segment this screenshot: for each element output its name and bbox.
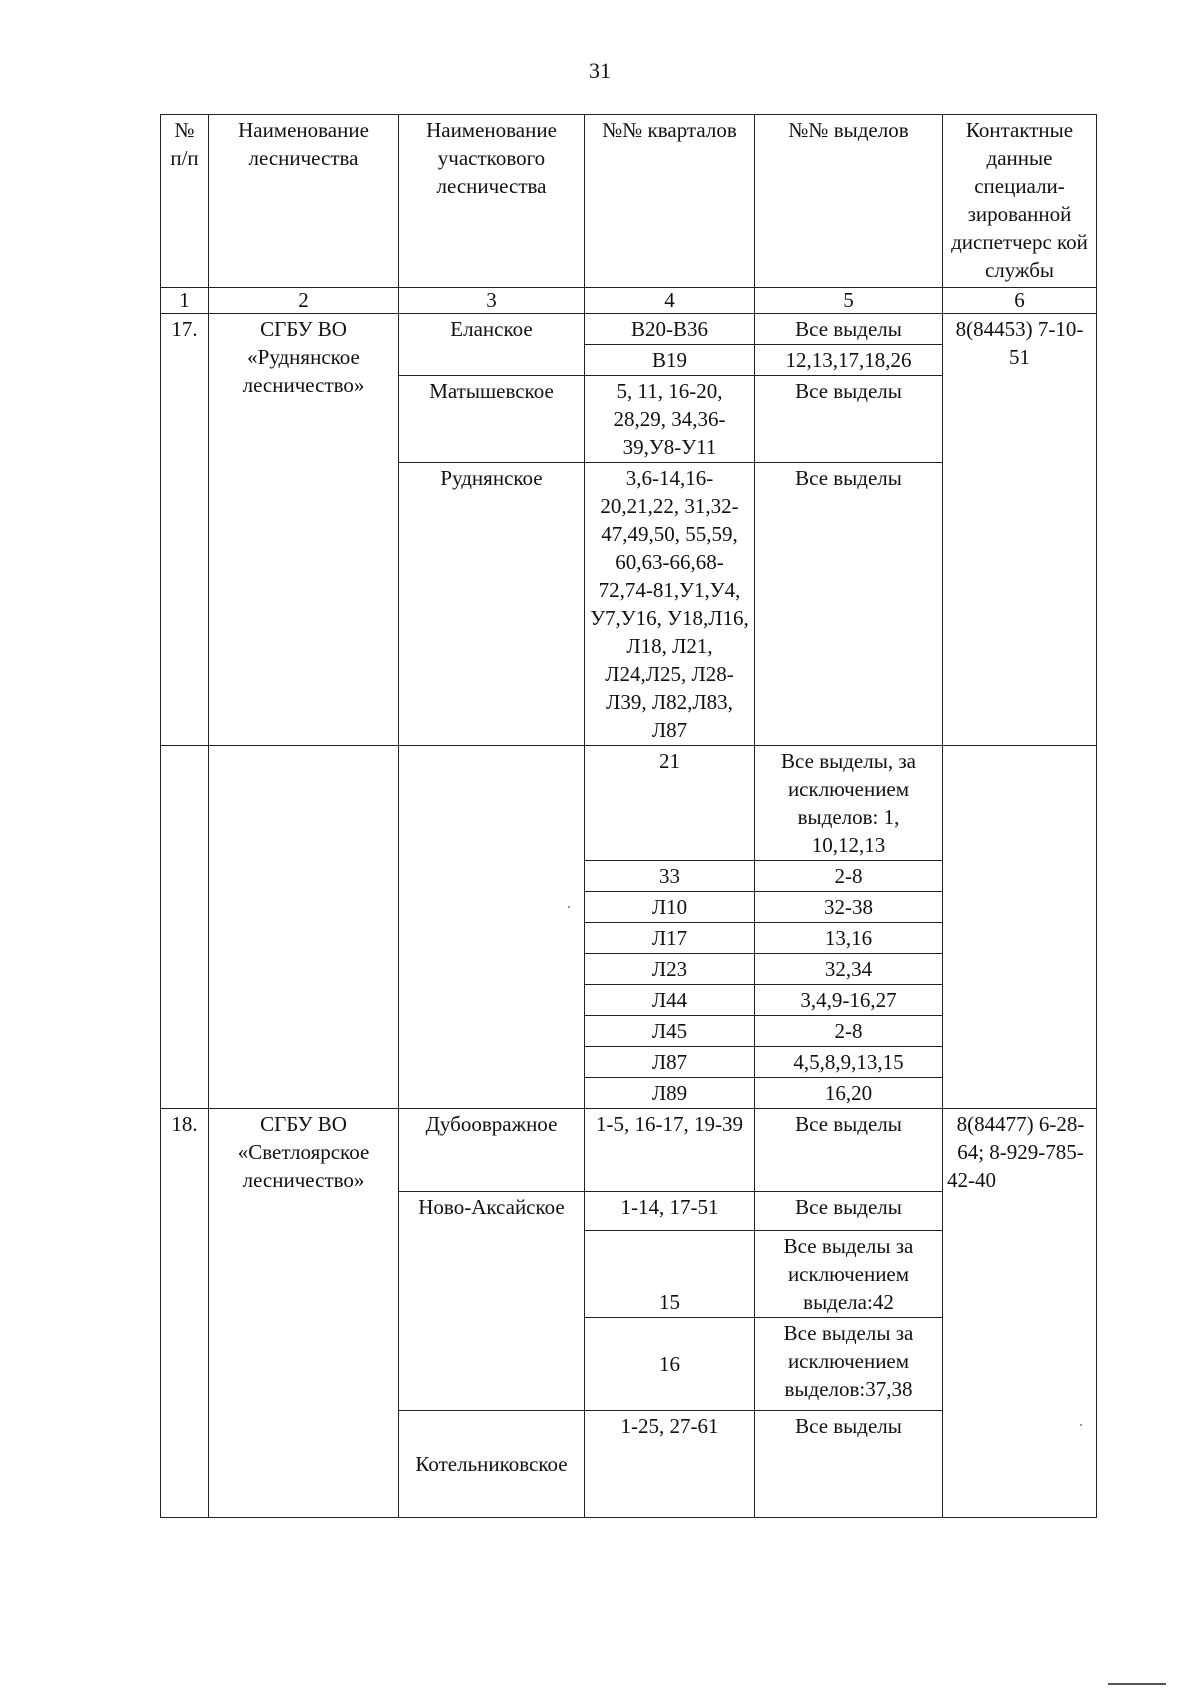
column-number-row [161,288,1097,314]
page-number: 31 [589,58,611,83]
quarters-cell: Л44 [585,985,755,1016]
scan-speck [1080,1424,1082,1426]
header-forestry: Наименование лесничества [209,115,399,288]
quarters-cell: 15 [585,1231,755,1318]
empty-cell [209,746,399,1109]
header-contacts: Контактные данные специали-зированной диспетчерс кой службы [943,115,1097,288]
quarters-cell: 1-25, 27-61 [585,1411,755,1518]
plots-cell: 16,20 [755,1078,943,1109]
row-number: 18. [161,1109,209,1518]
plots-cell: 2-8 [755,1016,943,1047]
plots-cell: 4,5,8,9,13,15 [755,1047,943,1078]
col-num-6: 6 [943,288,1097,314]
col-num-5: 5 [755,288,943,314]
plots-cell: 32,34 [755,954,943,985]
plots-cell: Все выделы [755,376,943,463]
header-row [161,115,1097,288]
quarters-cell: 16 [585,1318,755,1411]
empty-cell [161,746,209,1109]
col-num-4: 4 [585,288,755,314]
scan-mark [1108,1683,1166,1685]
table-row [161,1109,1097,1192]
plots-cell: Все выделы [755,1411,943,1518]
plots-cell: Все выделы за исключением выделов:37,38 [755,1318,943,1411]
quarters-cell: Л23 [585,954,755,985]
col-num-1: 1 [161,288,209,314]
district-name: Матышевское [399,376,585,463]
district-name: Ново-Аксайское [399,1192,585,1411]
plots-cell: 12,13,17,18,26 [755,345,943,376]
plots-cell: 13,16 [755,923,943,954]
plots-cell: Все выделы, за исключением выделов: 1, 10,12,13 [755,746,943,861]
table-row [161,314,1097,345]
district-name: Руднянское [399,463,585,746]
contact-cell: 8(84453) 7-10-51 [943,314,1097,746]
forestry-table [160,114,1097,1518]
quarters-cell: В19 [585,345,755,376]
col-num-2: 2 [209,288,399,314]
table-row [161,746,1097,861]
quarters-cell: Л87 [585,1047,755,1078]
quarters-cell: Л17 [585,923,755,954]
plots-cell: Все выделы [755,314,943,345]
plots-cell: 2-8 [755,861,943,892]
quarters-cell: 3,6-14,16-20,21,22, 31,32-47,49,50, 55,59, 60,63-66,68-72,74-81,У1,У4, У7,У16, У18,Л16, Л18, Л21, Л24,Л25, Л28-Л39, Л82,Л83, Л87 [585,463,755,746]
district-name: Еланское [399,314,585,376]
forestry-name: СГБУ ВО «Светлоярское лесничество» [209,1109,399,1518]
forestry-name: СГБУ ВО «Руднянское лесничество» [209,314,399,746]
plots-cell: Все выделы [755,463,943,746]
quarters-cell: 1-14, 17-51 [585,1192,755,1231]
quarters-cell: Л45 [585,1016,755,1047]
quarters-cell: 5, 11, 16-20, 28,29, 34,36-39,У8-У11 [585,376,755,463]
empty-cell [399,746,585,1109]
district-name: Дубоовражное [399,1109,585,1192]
header-no: № п/п [161,115,209,288]
header-quarters: №№ кварталов [585,115,755,288]
contact-cell: 8(84477) 6-28-64; 8-929-785-42-40 [943,1109,1097,1518]
header-plots: №№ выделов [755,115,943,288]
quarters-cell: В20-В36 [585,314,755,345]
plots-cell: Все выделы [755,1192,943,1231]
plots-cell: 32-38 [755,892,943,923]
quarters-cell: 21 [585,746,755,861]
col-num-3: 3 [399,288,585,314]
header-district: Наименование участкового лесничества [399,115,585,288]
plots-cell: Все выделы [755,1109,943,1192]
district-name: Котельниковское [399,1411,585,1518]
plots-cell: Все выделы за исключением выдела:42 [755,1231,943,1318]
quarters-cell: Л89 [585,1078,755,1109]
row-number: 17. [161,314,209,746]
empty-cell [943,746,1097,1109]
scan-speck [568,906,570,908]
quarters-cell: 33 [585,861,755,892]
quarters-cell: 1-5, 16-17, 19-39 [585,1109,755,1192]
quarters-cell: Л10 [585,892,755,923]
plots-cell: 3,4,9-16,27 [755,985,943,1016]
